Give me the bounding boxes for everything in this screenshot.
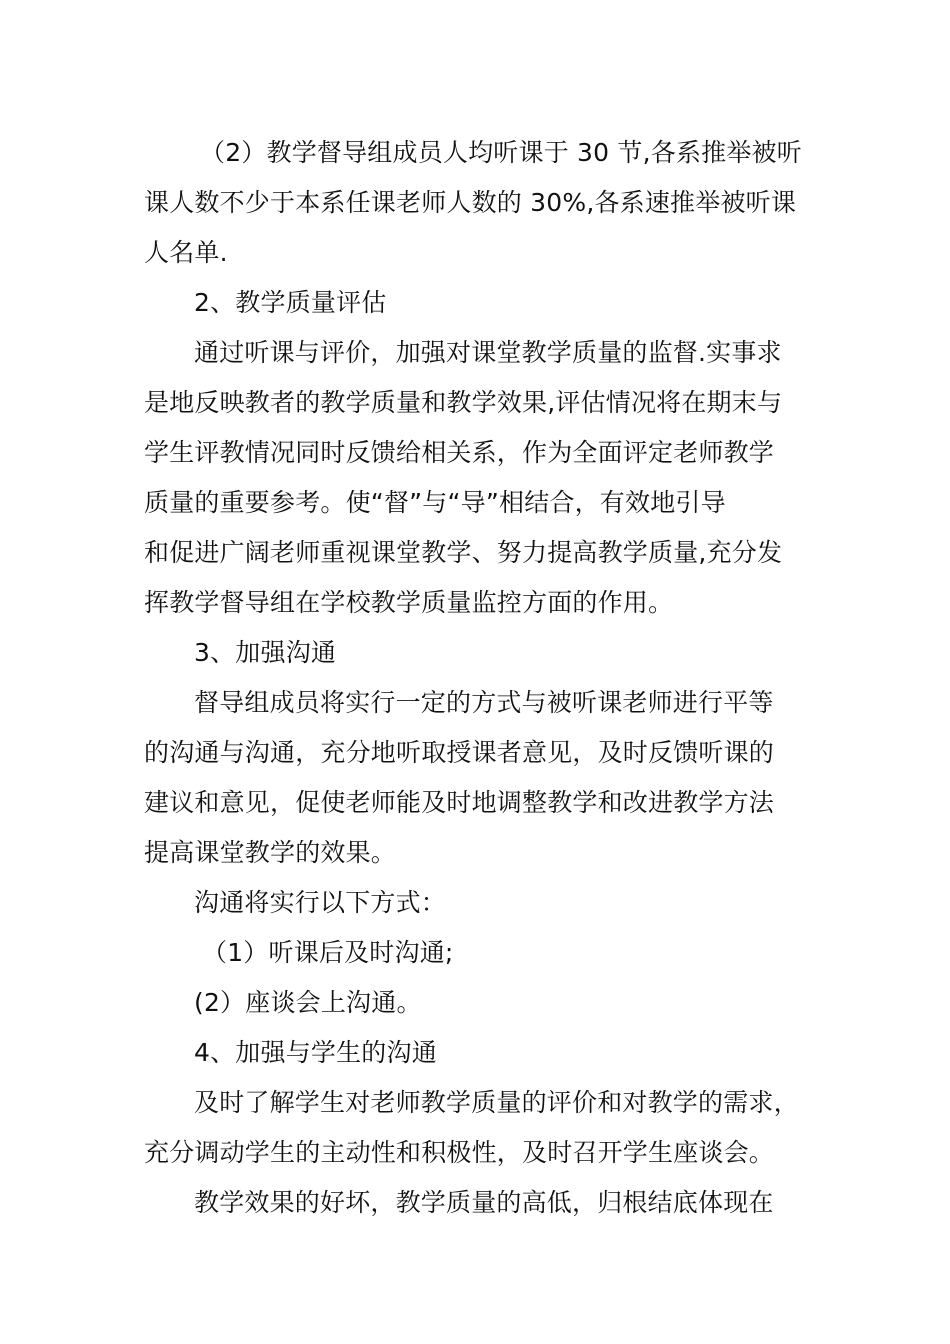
paragraph-line: 学生评教情况同时反馈给相关系，作为全面评定老师教学 (144, 438, 775, 467)
paragraph-line: 的沟通与沟通，充分地听取授课者意见，及时反馈听课的 (144, 738, 775, 767)
paragraph-line: 挥教学督导组在学校教学质量监控方面的作用。 (144, 588, 674, 617)
paragraph-line: 沟通将实行以下方式： (194, 888, 447, 917)
paragraph-line: 通过听课与评价，加强对课堂教学质量的监督.实事求 (194, 338, 782, 367)
section-heading: 2、教学质量评估 (194, 288, 387, 317)
paragraph-line: 和促进广阔老师重视课堂教学、努力提高教学质量,充分发 (144, 538, 783, 567)
list-item: (2）座谈会上沟通。 (194, 988, 422, 1017)
paragraph-line: 质量的重要参考。使“督”与“导”相结合，有效地引导 (144, 488, 726, 517)
section-heading: 4、加强与学生的沟通 (194, 1038, 437, 1067)
paragraph-line: 是地反映教者的教学质量和教学效果,评估情况将在期末与 (144, 388, 783, 417)
section-heading: 3、加强沟通 (194, 638, 337, 667)
paragraph-line: 及时了解学生对老师教学质量的评价和对教学的需求， (194, 1088, 799, 1117)
paragraph-line: 提高课堂教学的效果。 (144, 838, 397, 867)
paragraph-line: （2）教学督导组成员人均听课于 30 节,各系推举被听 (200, 138, 802, 167)
paragraph-line: 教学效果的好坏，教学质量的高低，归根结底体现在 (194, 1188, 774, 1217)
paragraph-line: 充分调动学生的主动性和积极性，及时召开学生座谈会。 (144, 1138, 775, 1167)
paragraph-line: 督导组成员将实行一定的方式与被听课老师进行平等 (194, 688, 774, 717)
paragraph-line: 建议和意见，促使老师能及时地调整教学和改进教学方法 (144, 788, 775, 817)
paragraph-line: 课人数不少于本系任课老师人数的 30%,各系速推举被听课 (144, 188, 797, 217)
document-body (144, 128, 824, 1228)
paragraph-line: 人名单. (144, 238, 228, 267)
list-item: （1）听课后及时沟通; (202, 938, 454, 967)
